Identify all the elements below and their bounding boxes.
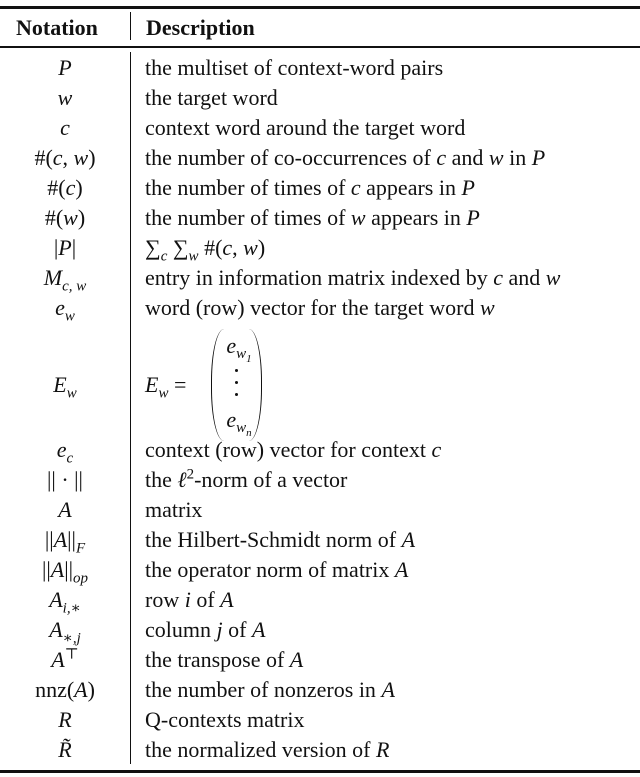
right-paren: [249, 329, 262, 441]
table-row: [0, 645, 640, 675]
table-row: [0, 233, 640, 263]
table-row: $E_w$ $E_w$ = $e_{w_1}$ $e_{w_n}$: [0, 325, 640, 445]
description-cell: entry in information matrix indexed by c and w: [145, 265, 561, 290]
description-cell: row i of A: [145, 587, 234, 612]
table-row: [0, 203, 640, 233]
vdots-icon: [235, 369, 239, 405]
notation-cell: c: [60, 115, 70, 140]
table-row: [0, 53, 640, 83]
notation-cell: || · ||: [47, 467, 83, 492]
table-row: [0, 615, 640, 645]
table-row: [0, 555, 640, 585]
notation-cell: P: [58, 55, 72, 80]
header-notation: Notation: [16, 15, 98, 40]
table-row: [0, 263, 640, 293]
header-divider: [130, 12, 131, 40]
table-row: [0, 585, 640, 615]
notation-cell: $||A||_F$: [44, 527, 86, 557]
notation-cell: $A_{i,∗}$: [49, 587, 81, 617]
notation-cell: #(w): [44, 205, 86, 230]
description-cell: the number of co-occurrences of c and w in P: [145, 145, 546, 170]
notation-cell: $M_{c, w}$: [43, 265, 87, 295]
description-cell: the number of nonzeros in A: [145, 677, 395, 702]
description-cell: the normalized version of R: [145, 737, 390, 762]
notation-cell: A: [58, 497, 72, 522]
notation-cell: $E_w$: [53, 372, 77, 402]
notation-cell: $e_w$: [55, 295, 75, 325]
mid-rule: [0, 46, 640, 48]
notation-cell: R: [58, 707, 72, 732]
table-row: [0, 83, 640, 113]
table-row: [0, 465, 640, 495]
description-cell: the transpose of A: [145, 647, 304, 672]
notation-cell: A⊤: [51, 646, 79, 672]
notation-cell: w: [57, 85, 73, 110]
description-cell: column j of A: [145, 617, 266, 642]
table-row: [0, 705, 640, 735]
table-row: [0, 525, 640, 555]
description-cell: context (row) vector for context c: [145, 437, 442, 462]
description-cell: the operator norm of matrix A: [145, 557, 409, 582]
notation-cell: $e_c$: [56, 437, 74, 467]
table-row: [0, 113, 640, 143]
notation-cell: R̃: [58, 737, 72, 762]
description-cell: context word around the target word: [145, 115, 466, 140]
notation-cell: #(c, w): [34, 145, 96, 170]
description-cell: the Hilbert-Schmidt norm of A: [145, 527, 416, 552]
table-row: [0, 735, 640, 765]
description-cell: the number of times of c appears in P: [145, 175, 475, 200]
description-cell: the ℓ$^2$-norm of a vector: [145, 466, 348, 492]
notation-cell: #(c): [47, 175, 83, 200]
description-cell: the multiset of context-word pairs: [145, 55, 444, 80]
notation-cell: |P|: [53, 235, 77, 260]
bottom-rule: [0, 770, 640, 773]
notation-cell: $||A||_{op}$: [41, 557, 89, 587]
description-cell: $\sum_c$ $\sum_w$ #(c, w): [145, 235, 266, 265]
notation-cell: $A_{∗,j}$: [49, 617, 81, 647]
description-cell: Q-contexts matrix: [145, 707, 305, 732]
table-row: [0, 675, 640, 705]
table-row: [0, 495, 640, 525]
description-cell: matrix: [145, 497, 203, 522]
description-cell: word (row) vector for the target word w: [145, 295, 495, 320]
table-row: [0, 173, 640, 203]
header-description: Description: [146, 15, 255, 40]
description-cell: the number of times of w appears in P: [145, 205, 480, 230]
notation-cell: nnz(A): [35, 677, 95, 702]
table-row: [0, 293, 640, 323]
table-row: [0, 143, 640, 173]
description-cell: the target word: [145, 85, 278, 110]
table-row: [0, 435, 640, 465]
